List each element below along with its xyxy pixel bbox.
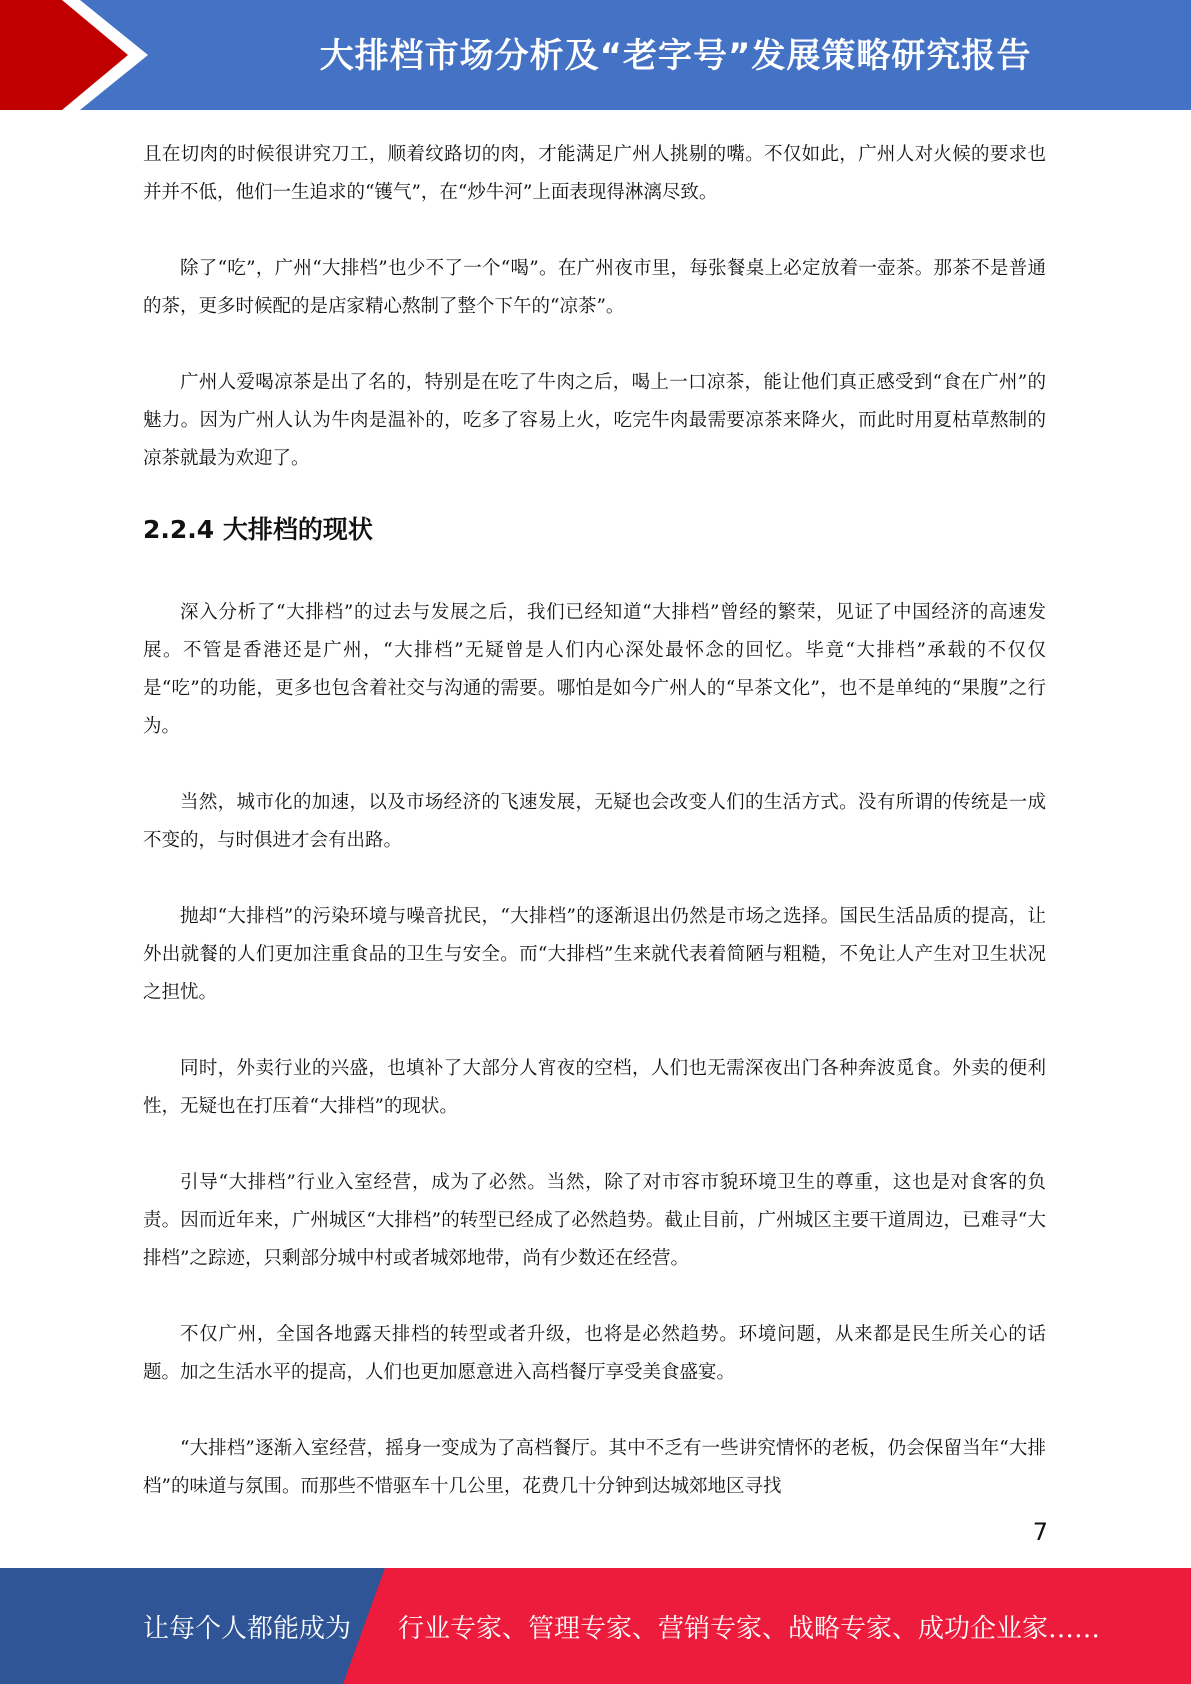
paragraph: 同时，外卖行业的兴盛，也填补了大部分人宵夜的空档，人们也无需深夜出门各种奔波觅食。外卖的便利性，无疑也在打压着“大排档”的现状。 [143, 1058, 1046, 1117]
paragraph: 引导“大排档”行业入室经营，成为了必然。当然，除了对市容市貌环境卫生的尊重，这也是对食客的负责。因而近年来，广州城区“大排档”的转型已经成了必然趋势。截止目前，广州城区主要干道周边，已难寻“大排档”之踪迹，只剩部分城中村或者城郊地带，尚有少数还在经营。 [143, 1172, 1046, 1269]
page-body [143, 136, 1046, 1544]
page-number: 7 [1032, 1518, 1048, 1546]
paragraph: 不仅广州，全国各地露天排档的转型或者升级，也将是必然趋势。环境问题，从来都是民生所关心的话题。加之生活水平的提高，人们也更加愿意进入高档餐厅享受美食盛宴。 [143, 1324, 1046, 1383]
paragraph: 且在切肉的时候很讲究刀工，顺着纹路切的肉，才能满足广州人挑剔的嘴。不仅如此，广州人对火候的要求也并并不低，他们一生追求的“镬气”，在“炒牛河”上面表现得淋漓尽致。 [143, 144, 1046, 203]
paragraph: 除了“吃”，广州“大排档”也少不了一个“喝”。在广州夜市里，每张餐桌上必定放着一壶茶。那茶不是普通的茶，更多时候配的是店家精心熬制了整个下午的“凉茶”。 [143, 258, 1046, 317]
footer-slogan-left: 让每个人都能成为 [143, 1613, 352, 1644]
paragraph: 当然，城市化的加速，以及市场经济的飞速发展，无疑也会改变人们的生活方式。没有所谓的传统是一成不变的，与时俱进才会有出路。 [143, 792, 1046, 851]
paragraph: 广州人爱喝凉茶是出了名的，特别是在吃了牛肉之后，喝上一口凉茶，能让他们真正感受到“食在广州”的魅力。因为广州人认为牛肉是温补的，吃多了容易上火，吃完牛肉最需要凉茶来降火，而此时用夏枯草熬制的凉茶就最为欢迎了。 [143, 372, 1046, 469]
page-header [0, 0, 1191, 110]
paragraph: “大排档”逐渐入室经营，摇身一变成为了高档餐厅。其中不乏有一些讲究情怀的老板，仍会保留当年“大排档”的味道与氛围。而那些不惜驱车十几公里，花费几十分钟到达城郊地区寻找 [143, 1438, 1046, 1497]
paragraph: 抛却“大排档”的污染环境与噪音扰民，“大排档”的逐渐退出仍然是市场之选择。国民生活品质的提高，让外出就餐的人们更加注重食品的卫生与安全。而“大排档”生来就代表着简陋与粗糙，不免让人产生对卫生状况之担忧。 [143, 906, 1046, 1003]
page-footer [0, 1568, 1191, 1684]
section-heading: 2.2.4 大排档的现状 [143, 515, 373, 544]
report-title: 大排档市场分析及“老字号”发展策略研究报告 [319, 36, 1032, 76]
footer-slogan-right: 行业专家、管理专家、营销专家、战略专家、成功企业家…… [398, 1613, 1101, 1644]
paragraph: 深入分析了“大排档”的过去与发展之后，我们已经知道“大排档”曾经的繁荣，见证了中国经济的高速发展。不管是香港还是广州，“大排档”无疑曾是人们内心深处最怀念的回忆。毕竟“大排档”承载的不仅仅是“吃”的功能，更多也包含着社交与沟通的需要。哪怕是如今广州人的“早茶文化”，也不是单纯的“果腹”之行为。 [143, 602, 1046, 737]
